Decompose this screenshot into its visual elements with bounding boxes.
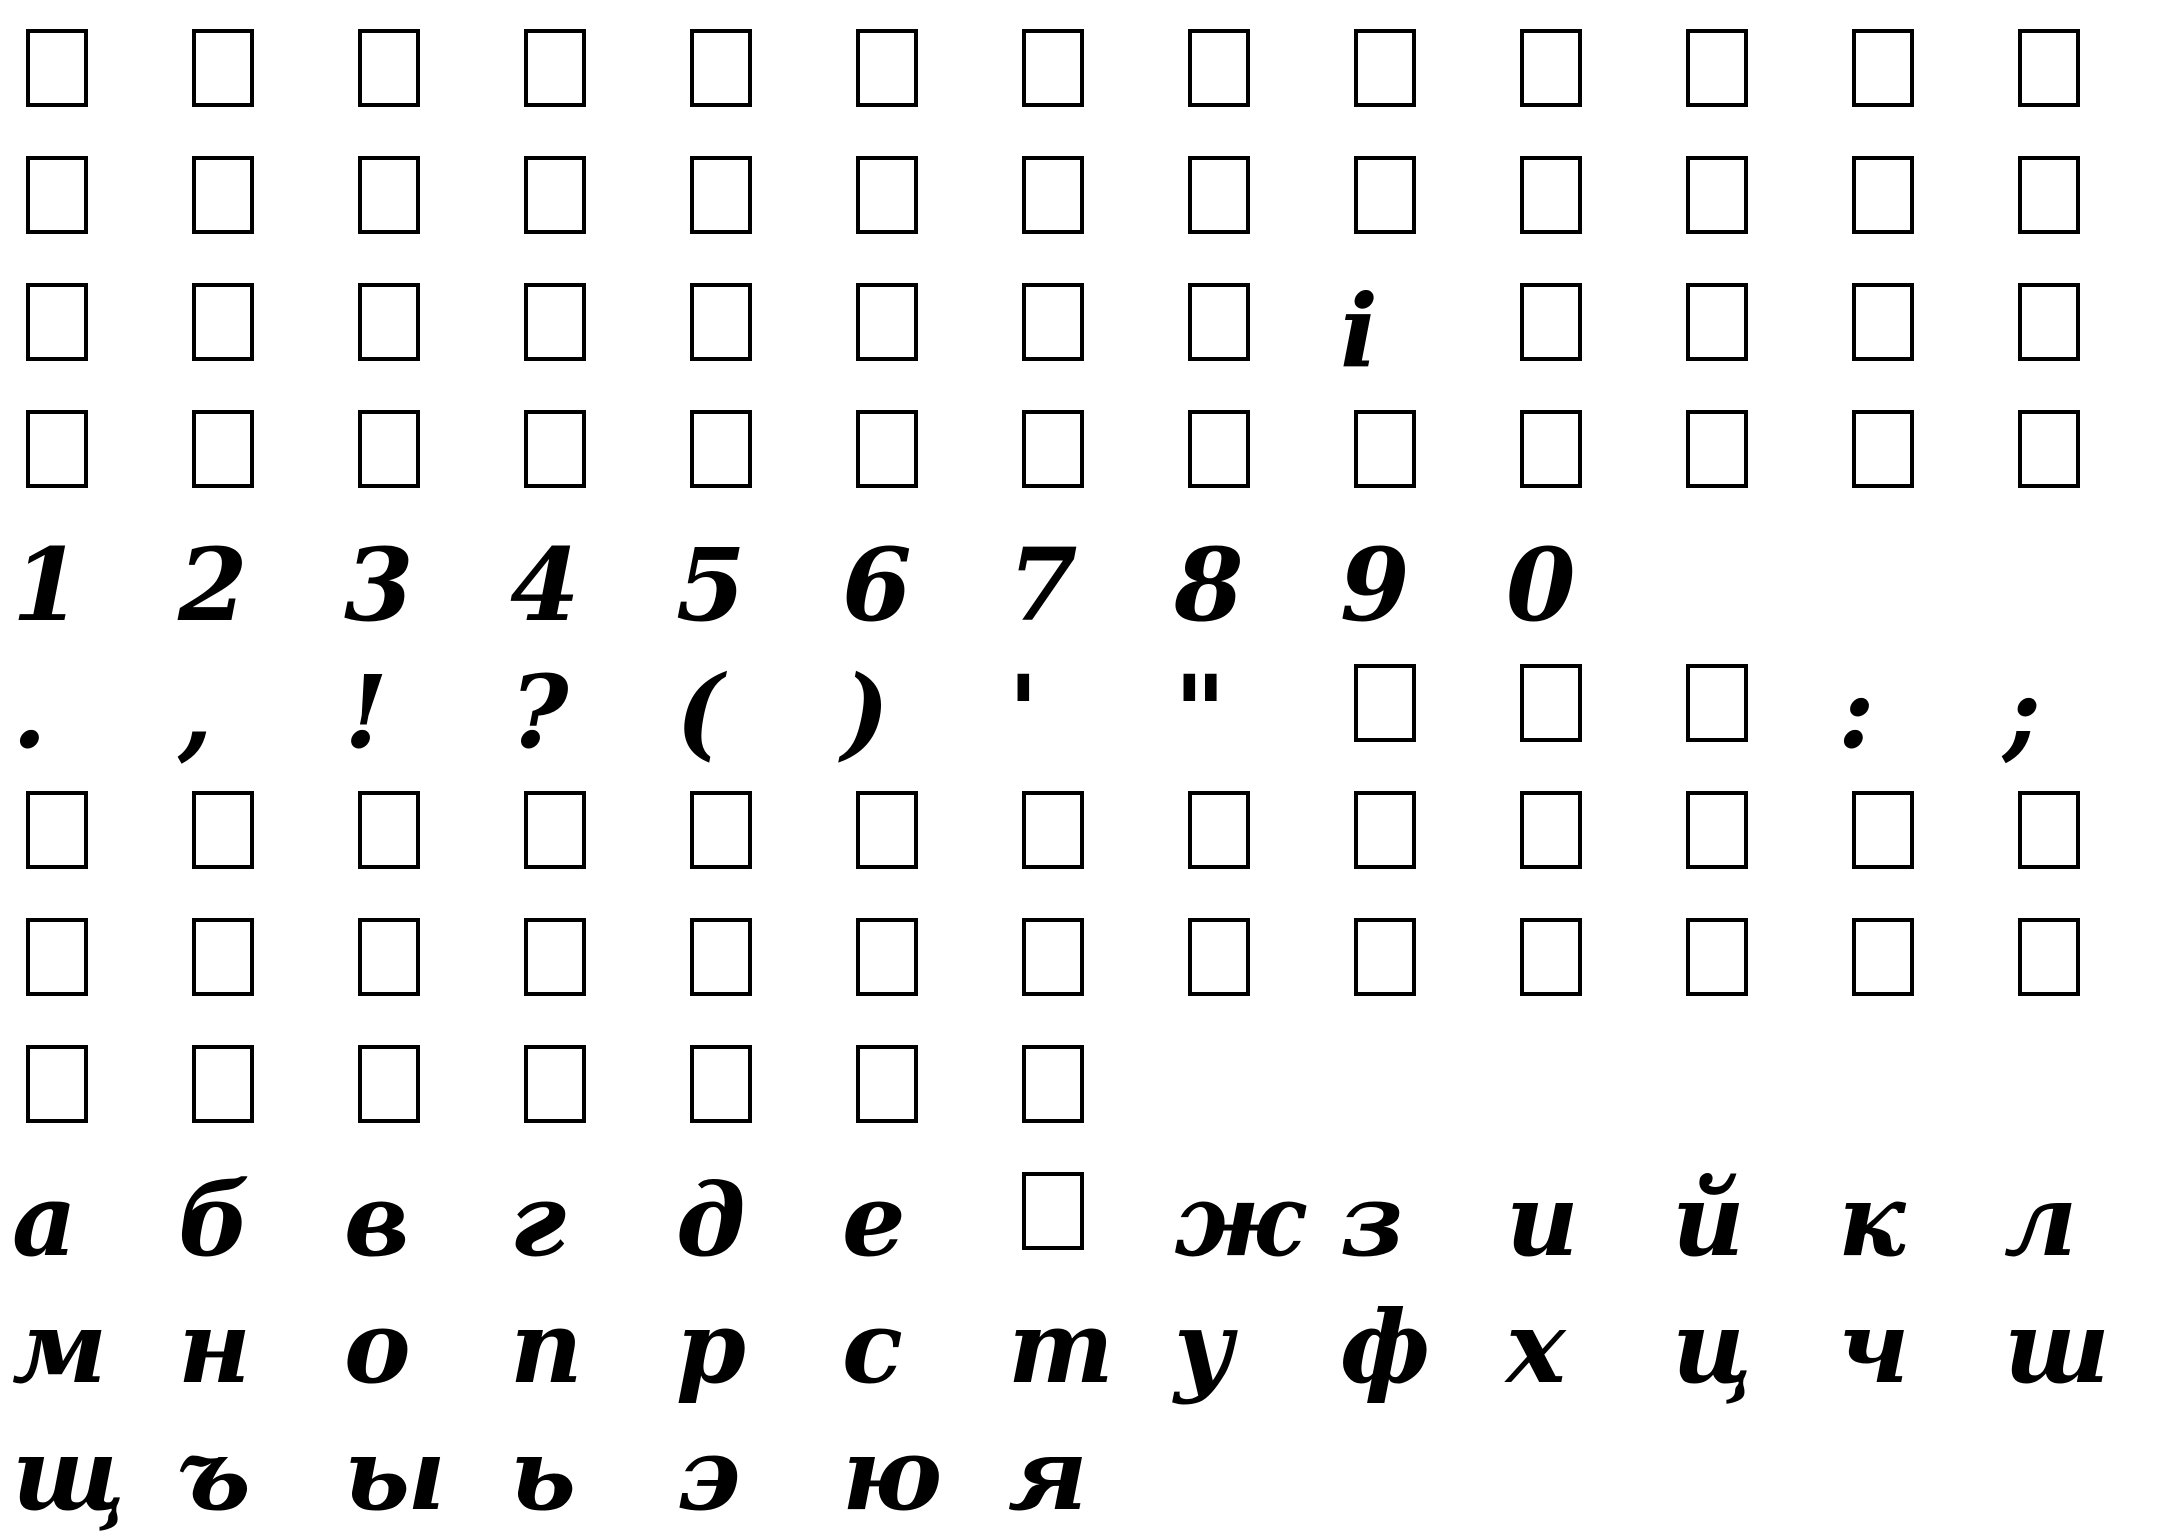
notdef-box-notdef-row-4-col6[interactable] [856, 791, 918, 869]
glyph-1[interactable]: 1 [12, 526, 82, 644]
notdef-box-notdef-row-1-col5[interactable] [690, 29, 752, 107]
notdef-box-notdef-row-1-col7[interactable] [1022, 29, 1084, 107]
notdef-box-notdef-row-3-col8[interactable] [1188, 410, 1250, 488]
glyph-ю[interactable]: ю [842, 1415, 943, 1533]
glyph-х[interactable]: х [1506, 1288, 1566, 1406]
notdef-box-notdef-row-2-col6[interactable] [856, 156, 918, 234]
notdef-box-notdef-row-1-col3[interactable] [358, 29, 420, 107]
glyph-8[interactable]: 8 [1174, 526, 1244, 644]
notdef-box-notdef-row-3-col12[interactable] [1852, 410, 1914, 488]
glyph-double-quote[interactable]: " [1174, 653, 1227, 771]
notdef-box-notdef-row-5-col11[interactable] [1686, 918, 1748, 996]
glyph-с[interactable]: с [842, 1288, 903, 1406]
notdef-box-notdef-row-with-i-glyph-col6[interactable] [856, 283, 918, 361]
notdef-box-notdef-row-4-col5[interactable] [690, 791, 752, 869]
glyph-6[interactable]: 6 [842, 526, 912, 644]
glyph-3[interactable]: 3 [344, 526, 414, 644]
glyph-colon[interactable]: : [1838, 653, 1875, 771]
notdef-box-notdef-row-1-col13[interactable] [2018, 29, 2080, 107]
glyph-е[interactable]: е [842, 1161, 906, 1279]
notdef-box-notdef-row-3-col7[interactable] [1022, 410, 1084, 488]
notdef-box-notdef-row-6-col2[interactable] [192, 1045, 254, 1123]
glyph-щ[interactable]: щ [12, 1415, 126, 1533]
notdef-box-notdef-row-4-col7[interactable] [1022, 791, 1084, 869]
notdef-box-notdef-row-5-col10[interactable] [1520, 918, 1582, 996]
notdef-box-notdef-row-2-col3[interactable] [358, 156, 420, 234]
notdef-box-notdef-row-3-col3[interactable] [358, 410, 420, 488]
notdef-box-punctuation-row-col9[interactable] [1354, 664, 1416, 742]
notdef-box-notdef-row-1-col2[interactable] [192, 29, 254, 107]
notdef-box-notdef-row-2-col7[interactable] [1022, 156, 1084, 234]
notdef-box-punctuation-row-col10[interactable] [1520, 664, 1582, 742]
glyph-i[interactable]: i [1340, 272, 1378, 390]
notdef-box-notdef-row-2-col12[interactable] [1852, 156, 1914, 234]
glyph-close-parenthesis[interactable]: ) [842, 653, 890, 771]
notdef-box-notdef-row-3-col2[interactable] [192, 410, 254, 488]
glyph-comma[interactable]: , [178, 653, 213, 771]
notdef-box-notdef-row-4-col4[interactable] [524, 791, 586, 869]
notdef-box-notdef-row-3-col5[interactable] [690, 410, 752, 488]
glyph-о[interactable]: о [344, 1288, 411, 1406]
glyph-ъ[interactable]: ъ [178, 1415, 251, 1533]
glyph-ы[interactable]: ы [344, 1415, 446, 1533]
notdef-box-notdef-row-with-i-glyph-col7[interactable] [1022, 283, 1084, 361]
notdef-box-notdef-row-1-col9[interactable] [1354, 29, 1416, 107]
notdef-box-notdef-row-4-col9[interactable] [1354, 791, 1416, 869]
glyph-9[interactable]: 9 [1340, 526, 1410, 644]
notdef-box-notdef-row-5-col13[interactable] [2018, 918, 2080, 996]
notdef-box-notdef-row-6-col1[interactable] [26, 1045, 88, 1123]
notdef-box-notdef-row-5-col6[interactable] [856, 918, 918, 996]
notdef-box-notdef-row-4-col8[interactable] [1188, 791, 1250, 869]
notdef-box-notdef-row-with-i-glyph-col12[interactable] [1852, 283, 1914, 361]
notdef-box-cyrillic-lowercase-a-l-col7[interactable] [1022, 1172, 1084, 1250]
glyph-д[interactable]: д [676, 1161, 746, 1279]
notdef-box-notdef-row-4-col10[interactable] [1520, 791, 1582, 869]
notdef-box-notdef-row-1-col11[interactable] [1686, 29, 1748, 107]
notdef-box-notdef-row-5-col4[interactable] [524, 918, 586, 996]
glyph-ч[interactable]: ч [1838, 1288, 1910, 1406]
glyph-0[interactable]: 0 [1506, 526, 1576, 644]
notdef-box-notdef-row-with-i-glyph-col1[interactable] [26, 283, 88, 361]
glyph-4[interactable]: 4 [510, 526, 580, 644]
notdef-box-notdef-row-4-col3[interactable] [358, 791, 420, 869]
glyph-ц[interactable]: ц [1672, 1288, 1753, 1406]
notdef-box-notdef-row-4-col12[interactable] [1852, 791, 1914, 869]
notdef-box-notdef-row-with-i-glyph-col10[interactable] [1520, 283, 1582, 361]
notdef-box-notdef-row-4-col1[interactable] [26, 791, 88, 869]
glyph-г[interactable]: г [510, 1161, 567, 1279]
notdef-box-notdef-row-5-col3[interactable] [358, 918, 420, 996]
glyph-м[interactable]: м [12, 1288, 108, 1406]
notdef-box-notdef-row-1-col12[interactable] [1852, 29, 1914, 107]
notdef-box-notdef-row-with-i-glyph-col4[interactable] [524, 283, 586, 361]
notdef-box-notdef-row-2-col2[interactable] [192, 156, 254, 234]
glyph-р[interactable]: р [676, 1288, 746, 1406]
notdef-box-notdef-row-1-col8[interactable] [1188, 29, 1250, 107]
glyph-л[interactable]: л [2004, 1161, 2078, 1279]
notdef-box-notdef-row-4-col2[interactable] [192, 791, 254, 869]
notdef-box-notdef-row-4-col11[interactable] [1686, 791, 1748, 869]
notdef-box-punctuation-row-col11[interactable] [1686, 664, 1748, 742]
glyph-з[interactable]: з [1340, 1161, 1404, 1279]
notdef-box-notdef-row-with-i-glyph-col3[interactable] [358, 283, 420, 361]
notdef-box-notdef-row-2-col13[interactable] [2018, 156, 2080, 234]
glyph-period[interactable]: . [12, 653, 47, 771]
glyph-2[interactable]: 2 [178, 526, 248, 644]
notdef-box-notdef-row-2-col4[interactable] [524, 156, 586, 234]
notdef-box-notdef-row-3-col11[interactable] [1686, 410, 1748, 488]
glyph-7[interactable]: 7 [1008, 526, 1078, 644]
notdef-box-notdef-row-5-col7[interactable] [1022, 918, 1084, 996]
glyph-ь[interactable]: ь [510, 1415, 576, 1533]
notdef-box-notdef-row-3-col13[interactable] [2018, 410, 2080, 488]
notdef-box-notdef-row-6-col4[interactable] [524, 1045, 586, 1123]
glyph-ж[interactable]: ж [1174, 1161, 1305, 1279]
notdef-box-notdef-row-6-col5[interactable] [690, 1045, 752, 1123]
notdef-box-notdef-row-6-col3[interactable] [358, 1045, 420, 1123]
glyph-ш[interactable]: ш [2004, 1288, 2110, 1406]
notdef-box-notdef-row-1-col6[interactable] [856, 29, 918, 107]
glyph-э[interactable]: э [676, 1415, 741, 1533]
glyph-у[interactable]: у [1174, 1288, 1234, 1406]
notdef-box-notdef-row-2-col11[interactable] [1686, 156, 1748, 234]
glyph-и[interactable]: и [1506, 1161, 1579, 1279]
glyph-н[interactable]: н [178, 1288, 251, 1406]
notdef-box-notdef-row-3-col1[interactable] [26, 410, 88, 488]
notdef-box-notdef-row-1-col1[interactable] [26, 29, 88, 107]
notdef-box-notdef-row-5-col9[interactable] [1354, 918, 1416, 996]
notdef-box-notdef-row-2-col8[interactable] [1188, 156, 1250, 234]
notdef-box-notdef-row-5-col1[interactable] [26, 918, 88, 996]
notdef-box-notdef-row-with-i-glyph-col11[interactable] [1686, 283, 1748, 361]
notdef-box-notdef-row-3-col4[interactable] [524, 410, 586, 488]
notdef-box-notdef-row-5-col5[interactable] [690, 918, 752, 996]
glyph-т[interactable]: т [1008, 1288, 1114, 1406]
notdef-box-notdef-row-2-col1[interactable] [26, 156, 88, 234]
glyph-apostrophe[interactable]: ' [1008, 653, 1039, 771]
notdef-box-notdef-row-with-i-glyph-col13[interactable] [2018, 283, 2080, 361]
glyph-й[interactable]: й [1672, 1161, 1745, 1279]
notdef-box-notdef-row-3-col6[interactable] [856, 410, 918, 488]
glyph-exclamation-mark[interactable]: ! [344, 653, 388, 771]
glyph-open-parenthesis[interactable]: ( [676, 653, 724, 771]
notdef-box-notdef-row-1-col4[interactable] [524, 29, 586, 107]
glyph-semicolon[interactable]: ; [2004, 653, 2041, 771]
notdef-box-notdef-row-1-col10[interactable] [1520, 29, 1582, 107]
glyph-к[interactable]: к [1838, 1161, 1906, 1279]
notdef-box-notdef-row-3-col10[interactable] [1520, 410, 1582, 488]
glyph-в[interactable]: в [344, 1161, 410, 1279]
notdef-box-notdef-row-2-col10[interactable] [1520, 156, 1582, 234]
glyph-я[interactable]: я [1008, 1415, 1088, 1533]
notdef-box-notdef-row-3-col9[interactable] [1354, 410, 1416, 488]
notdef-box-notdef-row-2-col5[interactable] [690, 156, 752, 234]
notdef-box-notdef-row-with-i-glyph-col8[interactable] [1188, 283, 1250, 361]
notdef-box-notdef-row-with-i-glyph-col5[interactable] [690, 283, 752, 361]
glyph-а[interactable]: а [12, 1161, 77, 1279]
notdef-box-notdef-row-4-col13[interactable] [2018, 791, 2080, 869]
notdef-box-notdef-row-with-i-glyph-col2[interactable] [192, 283, 254, 361]
notdef-box-notdef-row-5-col8[interactable] [1188, 918, 1250, 996]
glyph-п[interactable]: п [510, 1288, 583, 1406]
notdef-box-notdef-row-5-col12[interactable] [1852, 918, 1914, 996]
notdef-box-notdef-row-5-col2[interactable] [192, 918, 254, 996]
notdef-box-notdef-row-6-col6[interactable] [856, 1045, 918, 1123]
glyph-б[interactable]: б [178, 1161, 251, 1279]
notdef-box-notdef-row-2-col9[interactable] [1354, 156, 1416, 234]
glyph-question-mark[interactable]: ? [510, 653, 569, 771]
notdef-box-notdef-row-6-col7[interactable] [1022, 1045, 1084, 1123]
glyph-ф[interactable]: ф [1340, 1288, 1431, 1406]
glyph-5[interactable]: 5 [676, 526, 746, 644]
